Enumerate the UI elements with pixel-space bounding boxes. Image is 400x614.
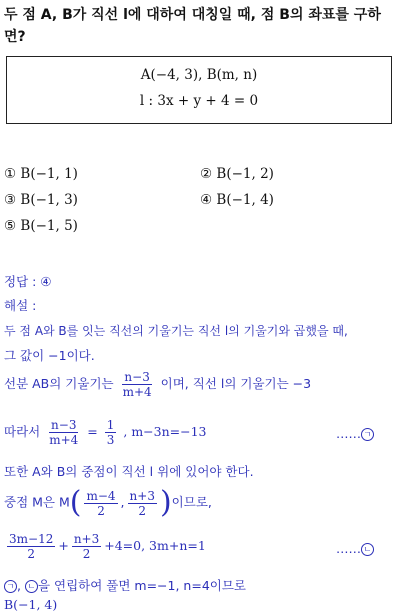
final-answer-point: [4, 597, 57, 612]
step-3-equals: =: [87, 424, 98, 439]
option-1[interactable]: [4, 166, 78, 182]
left-paren: (: [69, 485, 82, 520]
midpoint-y-fraction: [128, 489, 157, 518]
step-5-prefix: 중점 M은 M: [4, 494, 70, 510]
question-line-2: 면?: [4, 29, 26, 45]
solution-step-2: [4, 370, 311, 399]
midpoint-x-numerator: m−4: [86, 488, 116, 503]
midpoint-y-numerator: n+3: [129, 488, 155, 503]
step-3-fraction-a: [47, 418, 80, 447]
step-3-numerator-b: 1: [106, 418, 115, 432]
equation-tag-2: [336, 541, 374, 556]
solution-step-1a: 두 점 A와 B를 잇는 직선의 기울기는 직선 l의 기울기와 곱했을 때,: [4, 324, 348, 338]
step-3-numerator-a: n−3: [51, 418, 77, 432]
option-3[interactable]: [4, 192, 78, 208]
step-6-fraction-b: [72, 532, 101, 561]
solution-step-5: 중점 M은 M( $\frac{m-4}{2}$ , $\frac{n+3}{2}$ )이므로,: [4, 485, 212, 520]
step-6-numerator-b: n+3: [73, 532, 100, 546]
option-1-number: ①: [4, 166, 17, 182]
question-line-1: 두 점 A, B가 직선 l에 대하여 대칭일 때, 점 B의 좌표를 구하: [4, 7, 381, 23]
step-6-plus: +: [58, 538, 69, 553]
slope-numerator: n−3: [124, 370, 150, 384]
option-1-text: B(−1, 1): [20, 166, 78, 182]
step-3-equation: , m−3n=−13: [123, 424, 207, 439]
slope-fraction: [121, 370, 154, 399]
tag-2-circle-mark: ㄴ: [361, 543, 374, 556]
step-6-denominator-b: 2: [82, 547, 91, 561]
step-3-fraction-b: [105, 418, 117, 447]
option-4-number: ④: [200, 192, 213, 208]
given-line-equation: l : 3x + y + 4 = 0: [139, 93, 259, 109]
ref-mark-1: ㄱ: [4, 580, 17, 593]
option-3-number: ③: [4, 192, 17, 208]
option-5[interactable]: [4, 218, 78, 234]
step-7-text: 을 연립하여 풀면 m=−1, n=4이므로: [37, 578, 246, 593]
option-4-text: B(−1, 4): [216, 192, 274, 208]
step-6-fraction-a: [7, 532, 55, 561]
step-6-equation: +4=0, 3m+n=1: [104, 538, 206, 553]
step-2-suffix: 이며, 직선 l의 기울기는 −3: [160, 376, 312, 391]
option-3-text: B(−1, 3): [20, 192, 78, 208]
tag-2-dots: ……: [336, 541, 361, 556]
given-points: A(−4, 3), B(m, n): [140, 67, 258, 83]
option-2[interactable]: [200, 166, 274, 182]
solution-step-3: [4, 418, 207, 447]
step-5-suffix: 이므로,: [171, 494, 212, 510]
option-4[interactable]: [200, 192, 274, 208]
ref-mark-2: ㄴ: [25, 580, 38, 593]
option-2-text: B(−1, 2): [216, 166, 274, 182]
midpoint-x-fraction: [84, 489, 117, 518]
option-5-text: B(−1, 5): [20, 218, 78, 234]
given-box: [6, 56, 392, 124]
option-2-number: ②: [200, 166, 213, 182]
step-3-prefix: 따라서: [4, 424, 41, 439]
step-3-denominator-a: m+4: [49, 433, 79, 447]
option-5-number: ⑤: [4, 218, 17, 234]
solution-step-4: 또한 A와 B의 중점이 직선 l 위에 있어야 한다.: [4, 464, 254, 479]
midpoint-x-denominator: 2: [97, 503, 105, 518]
solution-step-7: ㄱ , ㄴ 을 연립하여 풀면 m=−1, n=4이므로: [4, 576, 246, 594]
equation-tag-1: [336, 426, 374, 441]
tag-1-circle-mark: ㄱ: [361, 428, 374, 441]
slope-denominator: m+4: [122, 385, 152, 399]
right-paren: ): [159, 485, 172, 520]
solution-step-1b: 그 값이 −1이다.: [4, 348, 95, 363]
step-6-numerator-a: 3m−12: [9, 532, 54, 546]
step-3-denominator-b: 3: [106, 433, 115, 447]
midpoint-y-denominator: 2: [138, 503, 147, 518]
step-2-prefix: 선분 AB의 기울기는: [4, 376, 114, 391]
solution-heading: 해설 :: [4, 298, 37, 313]
answer-line: 정답 : ④: [4, 274, 52, 289]
step-6-denominator-a: 2: [27, 547, 35, 561]
final-point-text: B(−1, 4): [4, 597, 58, 612]
solution-step-6: [4, 532, 206, 561]
tag-1-dots: ……: [336, 426, 361, 441]
